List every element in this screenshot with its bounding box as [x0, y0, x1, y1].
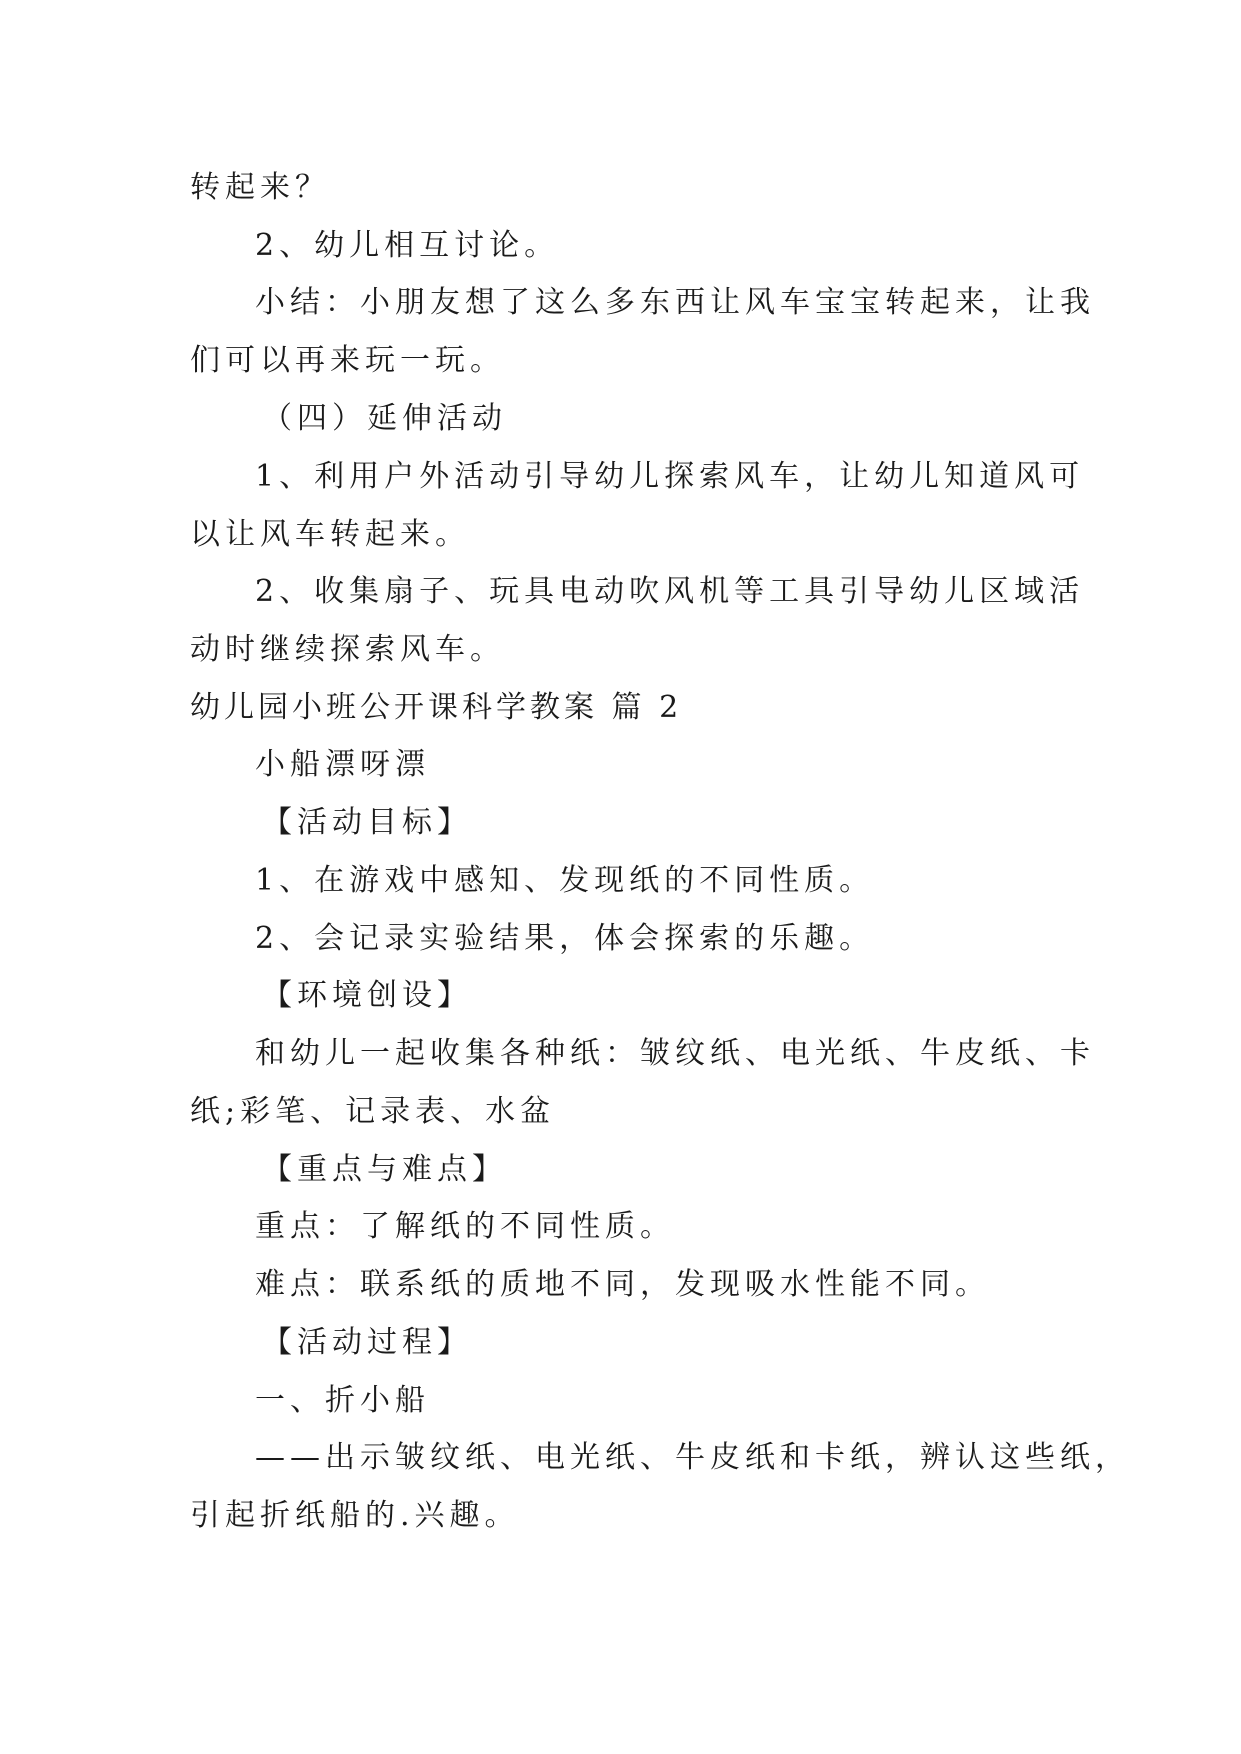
paragraph-line: 2、幼儿相互讨论。 — [255, 228, 560, 263]
section-heading: 【环境创设】 — [262, 978, 472, 1013]
paragraph-line: 2、会记录实验结果，体会探索的乐趣。 — [255, 921, 875, 956]
document-title: 幼儿园小班公开课科学教案 篇 2 — [190, 690, 683, 725]
paragraph-line: 1、利用户外活动引导幼儿探索风车，让幼儿知道风可 — [255, 459, 1085, 494]
paragraph-line: 和幼儿一起收集各种纸：皱纹纸、电光纸、牛皮纸、卡 — [255, 1036, 1095, 1071]
paragraph-line: 重点：了解纸的不同性质。 — [255, 1209, 675, 1244]
section-heading: 【活动过程】 — [262, 1325, 472, 1360]
paragraph-line: 动时继续探索风车。 — [190, 632, 505, 667]
section-heading: 【重点与难点】 — [262, 1152, 507, 1187]
paragraph-line: 纸;彩笔、记录表、水盆 — [190, 1094, 556, 1129]
paragraph-line: 一、折小船 — [255, 1383, 430, 1418]
paragraph-line: 2、收集扇子、玩具电动吹风机等工具引导幼儿区域活 — [255, 574, 1085, 609]
paragraph-line: 转起来？ — [190, 170, 330, 205]
paragraph-line: 1、在游戏中感知、发现纸的不同性质。 — [255, 863, 875, 898]
section-heading: 【活动目标】 — [262, 805, 472, 840]
paragraph-line: 以让风车转起来。 — [190, 517, 470, 552]
lesson-title: 小船漂呀漂 — [255, 747, 430, 782]
paragraph-line: 难点：联系纸的质地不同，发现吸水性能不同。 — [255, 1267, 990, 1302]
paragraph-line: ——出示皱纹纸、电光纸、牛皮纸和卡纸，辨认这些纸， — [255, 1440, 1130, 1475]
paragraph-line: 引起折纸船的.兴趣。 — [190, 1498, 520, 1533]
paragraph-line: 们可以再来玩一玩。 — [190, 343, 505, 378]
paragraph-line: 小结：小朋友想了这么多东西让风车宝宝转起来，让我 — [255, 285, 1095, 320]
section-heading: （四）延伸活动 — [262, 401, 507, 436]
